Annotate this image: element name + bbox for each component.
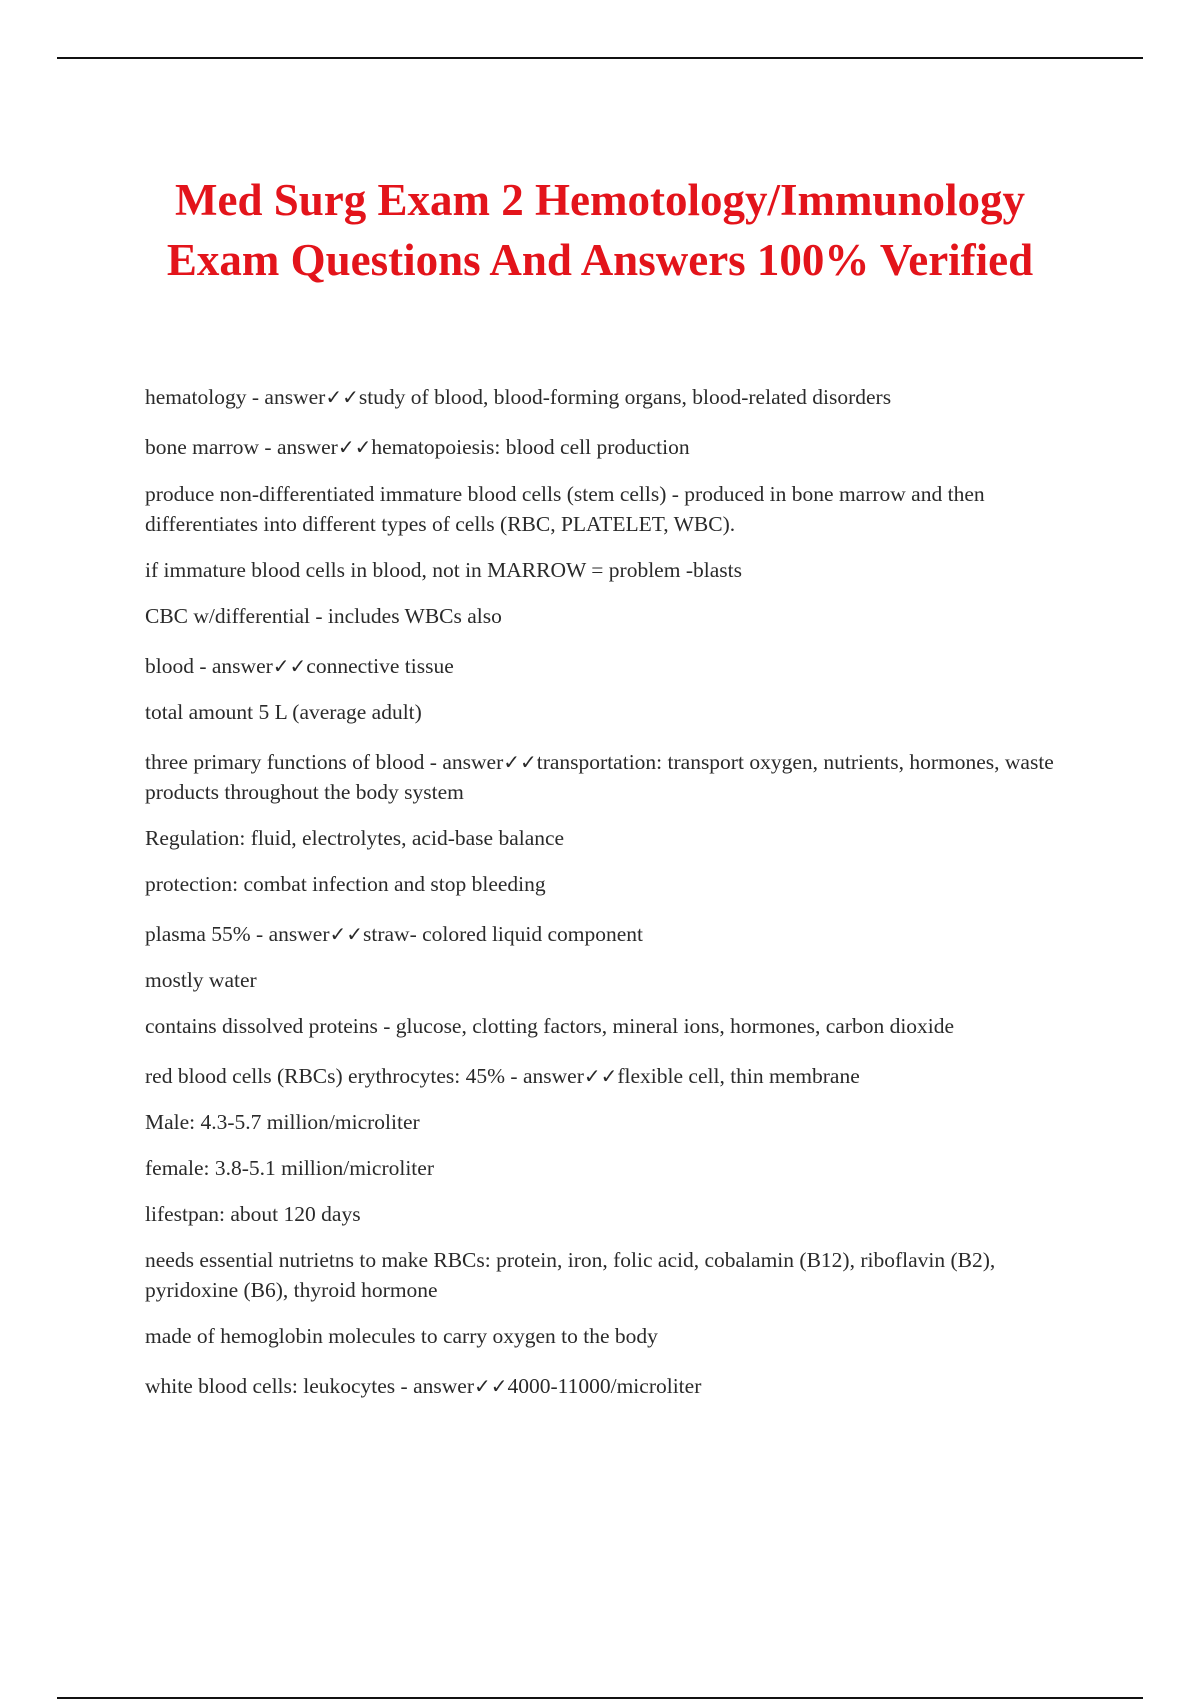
entry-term: female: 3.8-5.1 million/microliter [145,1156,434,1180]
checkmark-icon: ✓✓ [473,1374,508,1398]
entry-term: mostly water [145,968,257,992]
title-line-2: Exam Questions And Answers 100% Verified [166,235,1034,285]
qa-entry [145,432,1075,462]
entry-term: red blood cells (RBCs) erythrocytes: 45% - answer [145,1064,584,1088]
entry-answer: connective tissue [306,654,454,678]
qa-entry [145,1199,1075,1229]
qa-entry [145,919,1075,949]
entry-term: Regulation: fluid, electrolytes, acid-base balance [145,826,565,850]
footer-rule [57,1697,1143,1699]
entry-term: CBC w/differential - includes WBCs also [145,604,502,628]
qa-entry [145,479,1075,539]
qa-entry [145,697,1075,727]
qa-entry [145,869,1075,899]
qa-entry [145,1371,1075,1401]
entry-term: lifestpan: about 120 days [145,1202,361,1226]
entry-term: three primary functions of blood - answer [145,750,504,774]
qa-entry [145,1321,1075,1351]
entry-term: contains dissolved proteins - glucose, clotting factors, mineral ions, hormones, carbon dioxide [145,1014,955,1038]
entry-term: produce non-differentiated immature blood cells (stem cells) - produced in bone marrow and then differentiates into different types of cells (RBC, PLATELET, WBC). [145,482,985,536]
document-title [100,170,1100,290]
entry-term: if immature blood cells in blood, not in MARROW = problem -blasts [145,558,742,582]
entry-term: total amount 5 L (average adult) [145,700,422,724]
qa-entry [145,965,1075,995]
qa-entry [145,1153,1075,1183]
qa-entry [145,1011,1075,1041]
qa-entry [145,601,1075,631]
entry-answer: study of blood, blood-forming organs, blood-related disorders [358,385,892,409]
qa-list [145,382,1075,1401]
entry-term: made of hemoglobin molecules to carry oxygen to the body [145,1324,658,1348]
qa-entry [145,823,1075,853]
qa-entry [145,1245,1075,1305]
qa-entry [145,1107,1075,1137]
checkmark-icon: ✓✓ [337,435,372,459]
qa-entry [145,651,1075,681]
checkmark-icon: ✓✓ [583,1064,618,1088]
entry-term: white blood cells: leukocytes - answer [145,1374,474,1398]
entry-term: protection: combat infection and stop bleeding [145,872,546,896]
header-rule [57,57,1143,59]
entry-term: blood - answer [145,654,273,678]
qa-entry [145,747,1075,807]
entry-answer: transportation: transport oxygen, nutrients, hormones, waste products throughout the body system [145,750,1054,804]
checkmark-icon: ✓✓ [329,922,363,946]
entry-answer: 4000-11000/microliter [507,1374,702,1398]
entry-term: Male: 4.3-5.7 million/microliter [145,1110,420,1134]
checkmark-icon: ✓✓ [325,385,359,409]
entry-term: needs essential nutrietns to make RBCs: protein, iron, folic acid, cobalamin (B12), riboflavin (B2), pyridoxine (B6), thyroid hormone [145,1248,996,1302]
title-line-1: Med Surg Exam 2 Hemotology/Immunology [175,175,1025,225]
entry-answer: hematopoiesis: blood cell production [371,435,690,459]
qa-entry [145,382,1075,412]
checkmark-icon: ✓✓ [272,654,307,678]
entry-answer: flexible cell, thin membrane [617,1064,860,1088]
qa-entry [145,1061,1075,1091]
entry-term: plasma 55% - answer [145,922,330,946]
entry-term: hematology - answer [145,385,326,409]
entry-answer: straw- colored liquid component [363,922,644,946]
checkmark-icon: ✓✓ [503,750,537,774]
entry-term: bone marrow - answer [145,435,338,459]
qa-entry [145,555,1075,585]
